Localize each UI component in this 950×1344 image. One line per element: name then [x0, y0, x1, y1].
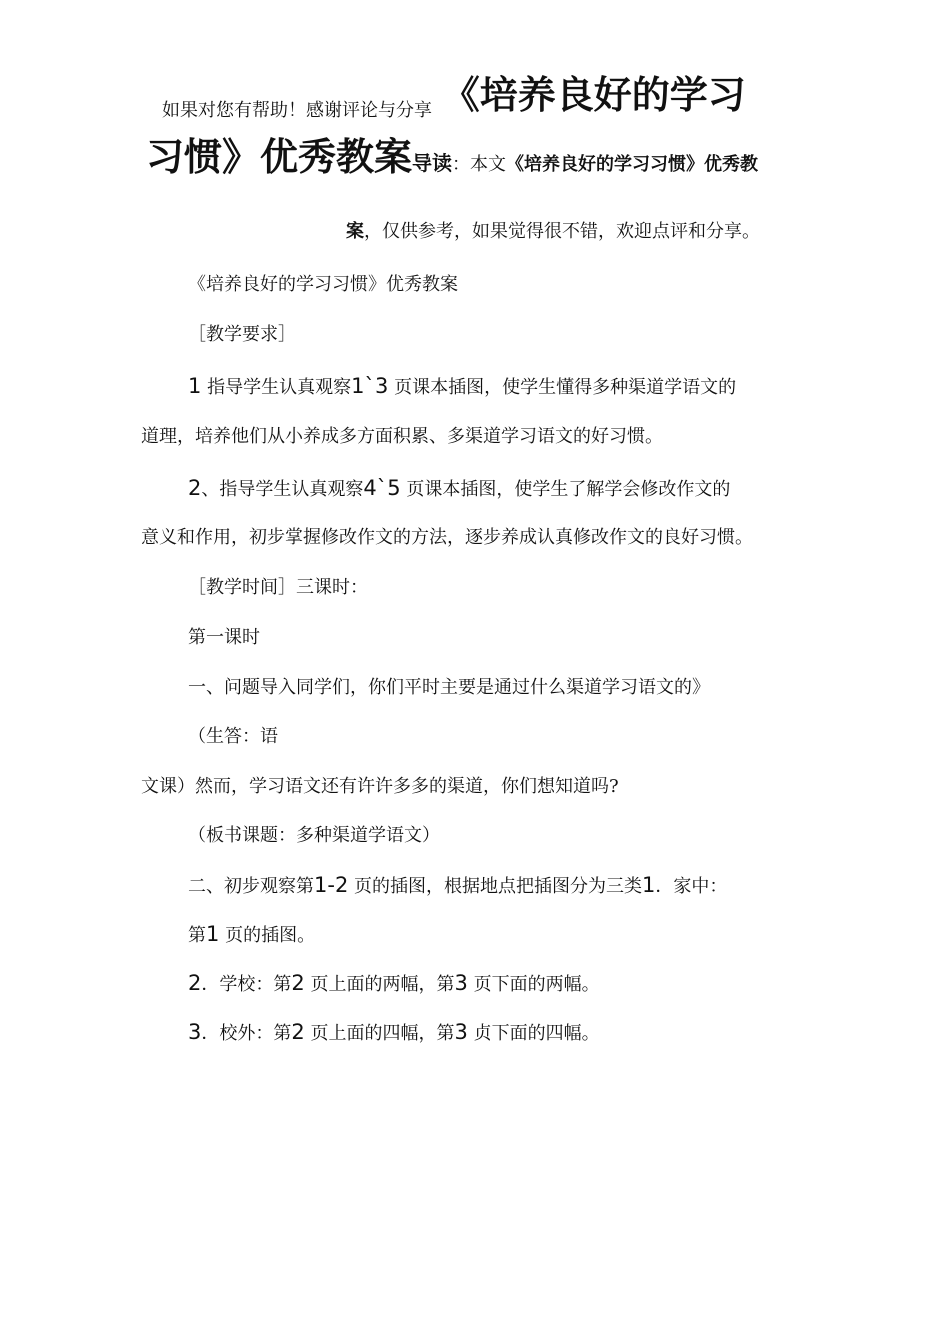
req2-text-b: 页课本插图，使学生了解学会修改作文的 [406, 479, 731, 500]
lead-label: 导读 [412, 151, 453, 175]
item3-text-c: 贞下面的四幅。 [473, 1023, 600, 1044]
step2-text-a: 二、初步观察第 [188, 876, 314, 897]
lead-title-end: 案 [346, 221, 364, 242]
step2-text-b: 页的插图，根据地点把插图分为三类 [354, 876, 643, 897]
item3-n2: 3 [454, 1020, 468, 1044]
item2-n1: 2 [291, 971, 305, 995]
page1-number: 1 [206, 922, 220, 946]
time-heading: ［教学时间］三课时： [188, 577, 368, 598]
board-note: （板书课题：多种渠道学语文） [188, 825, 440, 846]
req1-text-a: 指导学生认真观察 [207, 377, 352, 398]
item2-number: 2 [188, 971, 202, 995]
header-line-1 [162, 72, 746, 121]
req2-number: 2 [188, 476, 202, 500]
lead-title: 《培养良好的学习习惯》优秀教 [506, 154, 759, 175]
item2-n2: 3 [454, 971, 468, 995]
req1-range: 1`3 [351, 374, 389, 398]
item3-n1: 2 [291, 1020, 305, 1044]
page1-text-a: 第 [188, 925, 206, 946]
item3-text-a: ．校外：第 [201, 1023, 292, 1044]
main-title-part1: 《培养良好的学习 [441, 73, 746, 117]
item3-text-b: 页上面的四幅，第 [310, 1023, 455, 1044]
req-heading: ［教学要求］ [188, 324, 296, 345]
lead-rest: ，仅供参考，如果觉得很不错，欢迎点评和分享。 [364, 221, 760, 242]
answer-line-a: （生答：语 [188, 726, 278, 747]
req2-range: 4`5 [363, 476, 401, 500]
req2-line2: 意义和作用，初步掌握修改作文的方法，逐步养成认真修改作文的良好习惯。 [141, 527, 753, 548]
item2-line [188, 971, 600, 997]
step2-range: 1-2 [314, 873, 349, 897]
step1-text: 一、问题导入同学们，你们平时主要是通过什么渠道学习语文的》 [188, 677, 710, 698]
header-line-3 [346, 220, 760, 244]
req1-text-b: 页课本插图，使学生懂得多种渠道学语文的 [394, 377, 737, 398]
step2-line [188, 873, 727, 899]
answer-line-b: 文课）然而，学习语文还有许许多多的渠道，你们想知道吗? [141, 776, 619, 797]
req1-number: 1 [188, 374, 202, 398]
req1-line2: 道理，培养他们从小养成多方面积累、多渠道学习语文的好习惯。 [141, 426, 663, 447]
doc-title: 《培养良好的学习习惯》优秀教案 [188, 274, 458, 295]
item3-number: 3 [188, 1020, 202, 1044]
page1-line [188, 922, 315, 948]
lead-colon: ：本文 [452, 154, 507, 175]
lesson1-heading: 第一课时 [188, 627, 260, 648]
req2-line1 [188, 476, 730, 502]
step2-number: 1 [642, 873, 656, 897]
intro-text: 如果对您有帮助！感谢评论与分享 [162, 100, 432, 121]
page1-text-b: 页的插图。 [225, 925, 316, 946]
item2-text-c: 页下面的两幅。 [473, 974, 600, 995]
req1-line1 [188, 374, 736, 400]
main-title-part2: 习惯》优秀教案 [146, 135, 413, 179]
req2-text-a: 、指导学生认真观察 [201, 479, 364, 500]
step2-text-c: ．家中： [655, 876, 728, 897]
header-line-2 [146, 134, 758, 180]
item3-line [188, 1020, 600, 1046]
item2-text-b: 页上面的两幅，第 [310, 974, 455, 995]
item2-text-a: ．学校：第 [201, 974, 292, 995]
